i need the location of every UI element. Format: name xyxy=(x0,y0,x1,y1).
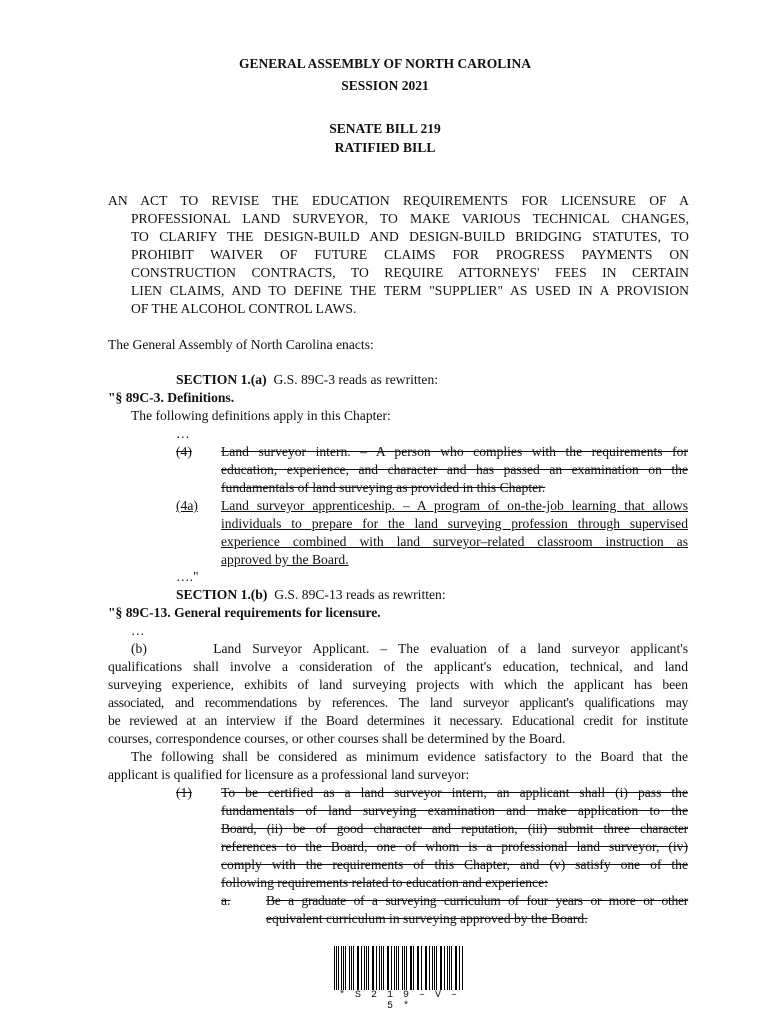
statute-intro: The following definitions apply in this Chapter: xyxy=(131,408,391,423)
barcode-bar xyxy=(349,946,350,990)
act-line: AN ACT TO REVISE THE EDUCATION REQUIREMENTS FOR LICENSURE OF A xyxy=(108,193,689,208)
item-number: (4a) xyxy=(176,498,198,513)
deleted-line: education, experience, and character and has passed an examination on the xyxy=(221,462,688,477)
deleted-line: following requirements related to education and experience: xyxy=(221,875,548,890)
section-1a xyxy=(176,371,438,389)
act-line: PROFESSIONAL LAND SURVEYOR, TO MAKE VARIOUS TECHNICAL CHANGES, xyxy=(131,211,689,226)
paragraph-line: The following shall be considered as minimum evidence satisfactory to the Board that the xyxy=(131,749,688,764)
inserted-line: individuals to prepare for the land surveying profession through supervised xyxy=(221,516,688,531)
section-text: G.S. 89C-13 reads as rewritten: xyxy=(274,587,446,602)
act-line: TO CLARIFY THE DESIGN-BUILD AND DESIGN-BUILD BRIDGING STATUTES, TO xyxy=(131,229,689,244)
deleted-line: Be a graduate of a surveying curriculum of four years or more or other xyxy=(266,893,688,908)
item-number: (4) xyxy=(176,444,192,459)
paragraph-line: qualifications shall involve a consideration of the applicant's education, technical, and land xyxy=(108,659,688,674)
section-label: SECTION 1.(a) xyxy=(176,372,267,387)
barcode-bar xyxy=(441,946,442,990)
inserted-line: Land surveyor apprenticeship. – A program of on-the-job learning that allows xyxy=(221,498,688,513)
barcode-bar xyxy=(366,946,367,990)
deleted-line: equivalent curriculum in surveying approved by the Board. xyxy=(266,911,588,926)
deleted-line: fundamentals of land surveying as provided in this Chapter. xyxy=(221,480,546,495)
section-text: G.S. 89C-3 reads as rewritten: xyxy=(273,372,439,387)
deleted-line: Land surveyor intern. – A person who complies with the requirements for xyxy=(221,444,688,459)
deleted-line: fundamentals of land surveying examination and make application to the xyxy=(221,803,688,818)
act-line: PROHIBIT WAIVER OF FUTURE CLAIMS FOR PROGRESS PAYMENTS ON xyxy=(131,247,689,262)
inserted-line: approved by the Board. xyxy=(221,552,349,567)
barcode-bar xyxy=(462,946,463,990)
bill-status: RATIFIED BILL xyxy=(334,140,436,155)
barcode-bar xyxy=(447,946,448,990)
bill-number: SENATE BILL 219 xyxy=(329,121,441,136)
deleted-line: Board, (ii) be of good character and reputation, (iii) submit three character xyxy=(221,821,688,836)
item-number: (1) xyxy=(176,785,192,800)
paragraph-line: associated, and recommendations by references. The land surveyor applicant's qualifications may xyxy=(108,695,688,710)
paragraph-line: courses, correspondence courses, or other courses shall be determined by the Board. xyxy=(108,731,566,746)
ellipsis: … xyxy=(131,623,145,638)
assembly-title: GENERAL ASSEMBLY OF NORTH CAROLINA xyxy=(238,56,532,71)
barcode-bar xyxy=(334,946,335,990)
item-letter: a. xyxy=(221,893,231,908)
barcode-bar xyxy=(413,946,414,990)
ellipsis-close: …." xyxy=(176,569,199,584)
session-title: SESSION 2021 xyxy=(341,78,429,93)
paragraph-line: (b) Land Surveyor Applicant. – The evaluation of a land surveyor applicant's xyxy=(131,641,688,656)
barcode-bar xyxy=(421,946,422,990)
barcode-bar xyxy=(406,946,407,990)
enacting-clause: The General Assembly of North Carolina enacts: xyxy=(108,337,374,352)
section-1b xyxy=(176,586,446,604)
paragraph-line: applicant is qualified for licensure as a professional land surveyor: xyxy=(108,767,470,782)
barcode-bar xyxy=(341,946,342,990)
paragraph-line: be reviewed at an interview if the Board determines it necessary. Educational credit for institute xyxy=(108,713,688,728)
barcode-bar xyxy=(398,946,399,990)
barcode-bar xyxy=(387,946,388,990)
inserted-line: experience combined with land surveyor–related classroom instruction as xyxy=(221,534,688,549)
barcode-bar xyxy=(381,946,382,990)
barcode-bar xyxy=(373,946,374,990)
paragraph-line: surveying experience, exhibits of land surveying projects with which the applicant has been xyxy=(108,677,688,692)
act-line: CONSTRUCTION CONTRACTS, TO REQUIRE ATTORNEYS' FEES IN CERTAIN xyxy=(131,265,689,280)
statute-heading: "§ 89C-3. Definitions. xyxy=(108,390,235,405)
barcode-bar xyxy=(394,946,395,990)
ellipsis: … xyxy=(176,426,190,441)
statute-heading: "§ 89C-13. General requirements for licensure. xyxy=(108,605,381,620)
deleted-line: references to the Board, one of whom is a professional land surveyor, (iv) xyxy=(221,839,688,854)
deleted-line: To be certified as a land surveyor intern, an applicant shall (i) pass the xyxy=(221,785,688,800)
barcode-bar xyxy=(434,946,435,990)
barcode-bar xyxy=(426,946,427,990)
barcode xyxy=(334,946,464,990)
barcode-bar xyxy=(455,946,456,990)
deleted-line: comply with the requirements of this Chapter, and (v) satisfy one of the xyxy=(221,857,688,872)
act-line: LIEN CLAIMS, AND TO DEFINE THE TERM "SUPPLIER" AS USED IN A PROVISION xyxy=(131,283,689,298)
barcode-text: * S 2 1 9 – V – 5 * xyxy=(338,990,459,1012)
act-line: OF THE ALCOHOL CONTROL LAWS. xyxy=(131,301,357,316)
section-label: SECTION 1.(b) xyxy=(176,587,268,602)
barcode-bar xyxy=(364,946,365,990)
barcode-bar xyxy=(357,946,358,990)
